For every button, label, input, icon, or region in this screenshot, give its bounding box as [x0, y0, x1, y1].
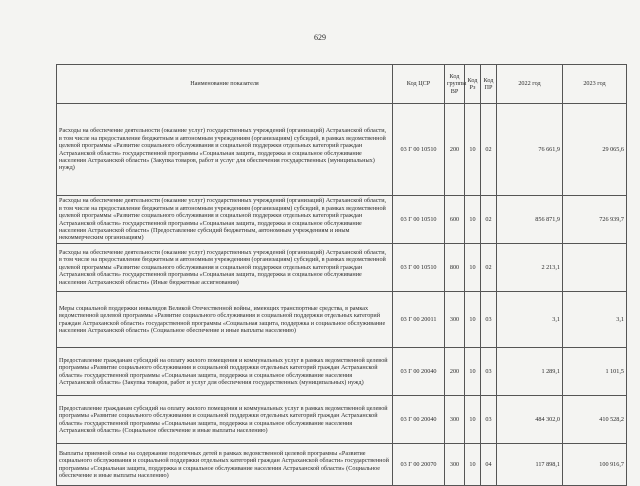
row-2022: 1 289,1	[497, 348, 563, 396]
row-rz: 10	[465, 444, 481, 486]
row-name: Предоставление гражданам субсидий на оплату жилого помещения и коммунальных услуг в рамках ведомственной целевой программы «Развитие социального обслуживания и социальной поддержки отдельных категорий граждан Астраханской области» государственной программы «Социальная защита, поддержка и социальное обслуживание населения Астраханской области» (Социальное обеспечение и иные выплаты населению)	[57, 396, 393, 444]
row-name: Предоставление гражданам субсидий на оплату жилого помещения и коммунальных услуг в рамках ведомственной целевой программы «Развитие социального обслуживания и социальной поддержки отдельных категорий граждан Астраханской области» государственной программы «Социальная защита, поддержка и социальное обслуживание населения Астраханской области» (Закупка товаров, работ и услуг для обеспечения государственных (муниципальных) нужд)	[57, 348, 393, 396]
row-2023: 100 916,7	[563, 444, 627, 486]
row-vr: 800	[445, 244, 465, 292]
row-2022: 117 898,1	[497, 444, 563, 486]
row-pr: 02	[481, 196, 497, 244]
row-pr: 03	[481, 348, 497, 396]
row-name: Расходы на обеспечение деятельности (оказание услуг) государственных учреждений (организаций) Астраханской области, в том числе на предоставление бюджетным и автономным учреждениям (организациям) субсидий, в рамках ведомственной целевой программы «Развитие социального обслуживания и социальной поддержки отдельных категорий граждан Астраханской области» государственной программы «Социальная защита, поддержка и социальное обслуживание населения Астраханской области» (Предоставление субсидий бюджетным, автономным учреждениям и иным некоммерческим организациям)	[57, 196, 393, 244]
header-csr: Код ЦСР	[393, 65, 445, 104]
table-row	[57, 396, 627, 444]
row-2023: 29 065,6	[563, 104, 627, 196]
row-2023: 726 939,7	[563, 196, 627, 244]
row-pr: 02	[481, 244, 497, 292]
row-2023: 410 528,2	[563, 396, 627, 444]
row-2022: 3,1	[497, 292, 563, 348]
table-row	[57, 196, 627, 244]
table-row	[57, 348, 627, 396]
row-rz: 10	[465, 196, 481, 244]
row-vr: 300	[445, 292, 465, 348]
row-vr: 300	[445, 396, 465, 444]
row-csr: 03 Г 00 10510	[393, 196, 445, 244]
table-header-row	[57, 65, 627, 104]
table-row	[57, 104, 627, 196]
row-pr: 03	[481, 396, 497, 444]
header-name: Наименование показателя	[57, 65, 393, 104]
row-csr: 03 Г 00 20070	[393, 444, 445, 486]
row-rz: 10	[465, 292, 481, 348]
row-rz: 10	[465, 244, 481, 292]
row-name: Выплаты приемной семье на содержание подопечных детей в рамках ведомственной целевой программы «Развитие социального обслуживания и социальной поддержки отдельных категорий граждан Астраханской области» государственной программы «Социальная защита, поддержка и социальное обслуживание населения Астраханской области» (Социальное обеспечение и иные выплаты населению)	[57, 444, 393, 486]
row-csr: 03 Г 00 20040	[393, 396, 445, 444]
row-2022: 856 871,9	[497, 196, 563, 244]
row-rz: 10	[465, 348, 481, 396]
row-csr: 03 Г 00 20040	[393, 348, 445, 396]
row-vr: 600	[445, 196, 465, 244]
row-rz: 10	[465, 104, 481, 196]
header-2022: 2022 год	[497, 65, 563, 104]
row-vr: 200	[445, 104, 465, 196]
page-number: 629	[314, 33, 326, 42]
row-2022: 2 213,1	[497, 244, 563, 292]
row-2022: 76 661,9	[497, 104, 563, 196]
row-vr: 300	[445, 444, 465, 486]
row-pr: 03	[481, 292, 497, 348]
row-2023: 3,1	[563, 292, 627, 348]
row-2022: 484 302,0	[497, 396, 563, 444]
row-vr: 200	[445, 348, 465, 396]
row-csr: 03 Г 00 20011	[393, 292, 445, 348]
row-name: Расходы на обеспечение деятельности (оказание услуг) государственных учреждений (организаций) Астраханской области, в том числе на предоставление бюджетным и автономным учреждениям (организациям) субсидий, в рамках ведомственной целевой программы «Развитие социального обслуживания и социальной поддержки отдельных категорий граждан Астраханской области» государственной программы «Социальная защита, поддержка и социальное обслуживание населения Астраханской области» (Иные бюджетные ассигнования)	[57, 244, 393, 292]
header-rz: Код Рз	[465, 65, 481, 104]
header-2023: 2023 год	[563, 65, 627, 104]
row-pr: 04	[481, 444, 497, 486]
table-row	[57, 292, 627, 348]
row-csr: 03 Г 00 10510	[393, 244, 445, 292]
header-vr: Код группы ВР	[445, 65, 465, 104]
row-2023: 1 101,5	[563, 348, 627, 396]
row-2023	[563, 244, 627, 292]
header-pr: Код ПР	[481, 65, 497, 104]
table-row	[57, 244, 627, 292]
table-row	[57, 444, 627, 486]
row-name: Меры социальной поддержки инвалидов Великой Отечественной войны, имеющих транспортные средства, в рамках ведомственной целевой программы «Развитие социального обслуживания и социальной поддержки отдельных категорий граждан Астраханской области» государственной программы «Социальная защита, поддержка и социальное обслуживание населения Астраханской области» (Социальное обеспечение и иные выплаты населению)	[57, 292, 393, 348]
row-pr: 02	[481, 104, 497, 196]
row-name: Расходы на обеспечение деятельности (оказание услуг) государственных учреждений (организаций) Астраханской области, в том числе на предоставление бюджетным и автономным учреждениям (организациям) субсидий, в рамках ведомственной целевой программы «Развитие социального обслуживания и социальной поддержки отдельных категорий граждан Астраханской области» государственной программы «Социальная защита, поддержка и социальное обслуживание населения Астраханской области» (Закупка товаров, работ и услуг для обеспечения государственных (муниципальных) нужд)	[57, 104, 393, 196]
row-csr: 03 Г 00 10510	[393, 104, 445, 196]
budget-table	[56, 64, 627, 486]
row-rz: 10	[465, 396, 481, 444]
